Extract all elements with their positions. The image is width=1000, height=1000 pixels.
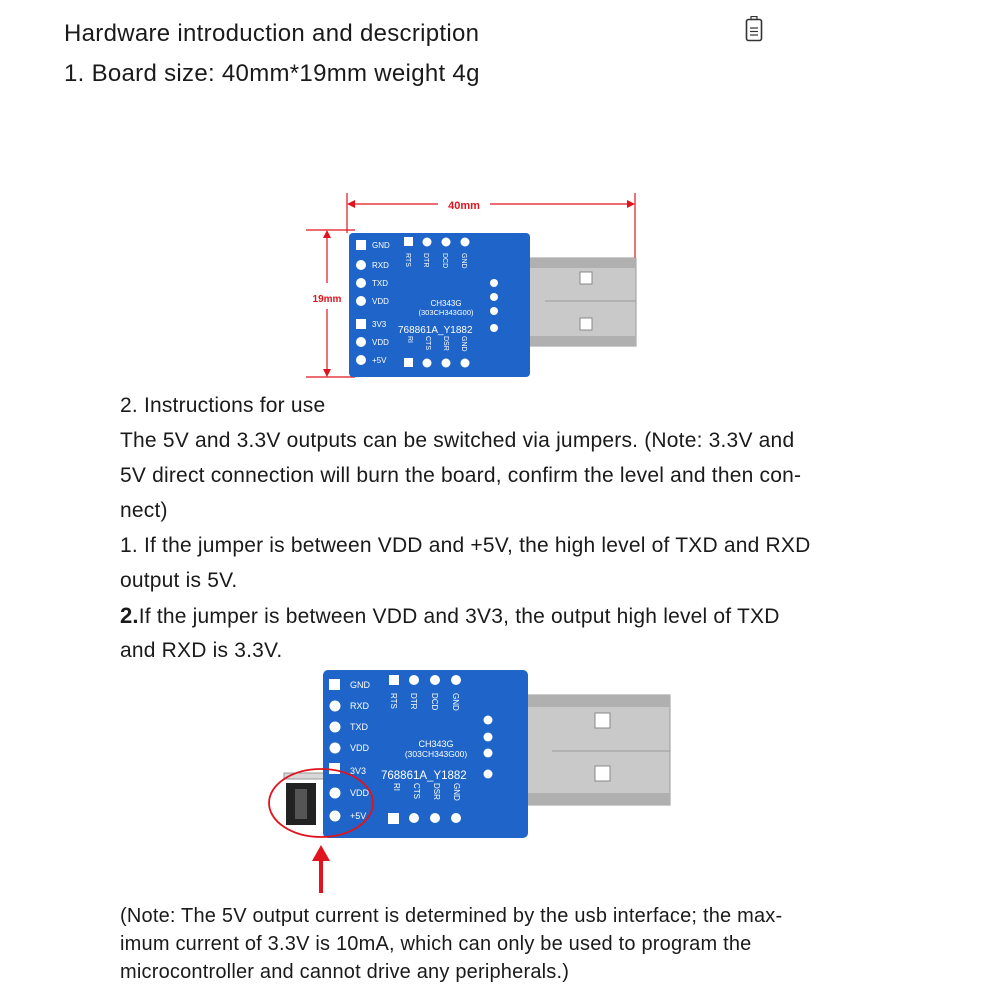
pin2-label-cts: CTS	[412, 783, 421, 799]
note-paragraph	[120, 902, 920, 986]
item1-line-2: output is 5V.	[120, 569, 238, 592]
pin-label-vdd: VDD	[372, 297, 389, 306]
board2-serial: 768861A_Y1882	[381, 770, 467, 782]
pin-label-ri: RI	[406, 336, 413, 343]
instructions-line-3: nect)	[120, 499, 168, 522]
pin-label-5v: +5V	[372, 356, 387, 365]
board-size-line: 1. Board size: 40mm*19mm weight 4g	[64, 60, 480, 87]
item1-line-1: 1. If the jumper is between VDD and +5V, the high level of TXD and RXD	[120, 534, 811, 557]
pin-label-cts: CTS	[424, 336, 431, 350]
pin2-label-gnd-top: GND	[451, 693, 460, 711]
instructions-line-1: The 5V and 3.3V outputs can be switched via jumpers. (Note: 3.3V and	[120, 429, 795, 452]
highlight-arrow	[312, 845, 330, 893]
pin-label-rts: RTS	[404, 253, 411, 267]
pin-label-txd: TXD	[372, 279, 388, 288]
chip2-code: (303CH343G00)	[404, 749, 468, 759]
item2-number: 2.	[120, 603, 139, 628]
item2-text: If the jumper is between VDD and 3V3, the output high level of TXD	[138, 605, 780, 628]
note-line-3: microcontroller and cannot drive any peripherals.)	[120, 961, 570, 983]
pin2-label-5v: +5V	[350, 811, 367, 821]
pin2-label-vdd-2: VDD	[350, 788, 370, 798]
pin2-label-dsr: DSR	[432, 783, 441, 800]
pin2-label-3v3: 3V3	[350, 766, 367, 776]
page-title: Hardware introduction and description	[64, 20, 480, 47]
instructions-heading: 2. Instructions for use	[120, 394, 326, 417]
pin2-label-dcd: DCD	[430, 693, 439, 711]
item2-line-2: and RXD is 3.3V.	[120, 639, 283, 662]
usb-connector-2	[520, 695, 670, 805]
pin-label-gnd-bottom: GND	[460, 336, 467, 352]
pin-label-dtr: DTR	[422, 253, 429, 268]
pin2-label-gnd: GND	[350, 680, 370, 690]
pin2-label-rxd: RXD	[350, 701, 370, 711]
pin-label-gnd-top: GND	[460, 253, 467, 269]
pin-label-dcd: DCD	[441, 253, 448, 269]
pin-label-vdd-2: VDD	[372, 338, 389, 347]
note-line-1: (Note: The 5V output current is determined by the usb interface; the max-	[120, 905, 783, 927]
pin2-label-gnd-bottom: GND	[452, 783, 461, 801]
chip2-label: CH343G	[418, 739, 454, 749]
pin2-label-txd: TXD	[350, 722, 368, 732]
board-dimension-diagram	[300, 185, 660, 385]
item2-line-1	[120, 598, 900, 634]
pin-label-rxd: RXD	[372, 261, 389, 270]
pin-label-dsr: DSR	[442, 336, 449, 351]
battery-icon	[745, 16, 763, 42]
pin-label-gnd: GND	[372, 241, 390, 250]
board-serial: 768861A_Y1882	[398, 325, 473, 336]
note-line-2: imum current of 3.3V is 10mA, which can only be used to program the	[120, 933, 752, 955]
instructions-line-2: 5V direct connection will burn the board, confirm the level and then con-	[120, 464, 802, 487]
pin2-label-ri: RI	[392, 783, 401, 791]
pin2-label-vdd: VDD	[350, 743, 370, 753]
height-label: 19mm	[312, 294, 342, 305]
usb-connector	[518, 258, 636, 346]
jumper-diagram	[262, 665, 672, 897]
width-label: 40mm	[448, 200, 480, 212]
chip-code: (303CH343G00)	[418, 308, 474, 317]
pin2-label-rts: RTS	[389, 693, 398, 709]
pin-label-3v3: 3V3	[372, 320, 387, 329]
chip-label: CH343G	[430, 299, 462, 308]
pin2-label-dtr: DTR	[409, 693, 418, 710]
